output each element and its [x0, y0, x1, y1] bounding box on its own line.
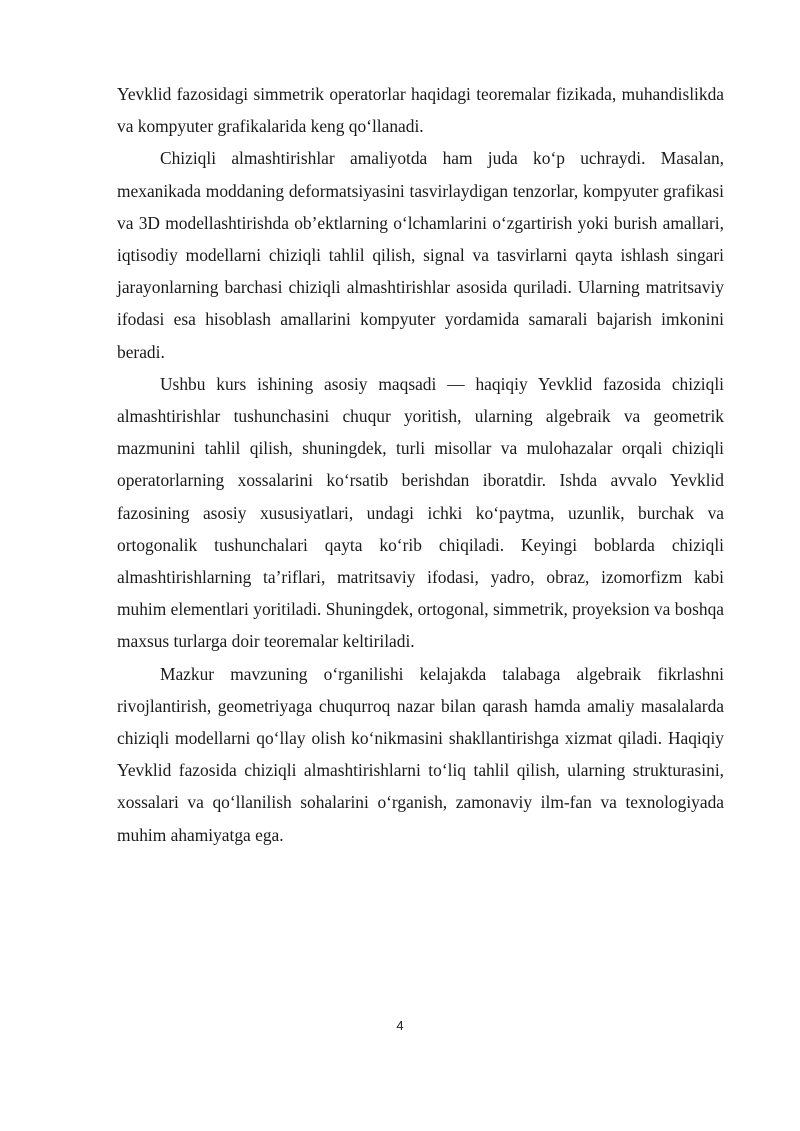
page-number: 4	[396, 1018, 404, 1033]
paragraph: Mazkur mavzuning o‘rganilishi kelajakda talabaga algebraik fikrlashni rivojlantirish, geometriyaga chuqurroq nazar bilan qarash hamda amaliy masalalarda chiziqli modellarni qo‘llay olish ko‘nikmasini shakllantirishga xizmat qiladi. Haqiqiy Yevklid fazosida chiziqli almashtirishlarni to‘liq tahlil qilish, ularning strukturasini, xossalari va qo‘llanilish sohalarini o‘rganish, zamonaviy ilm-fan va texnologiyada muhim ahamiyatga ega.	[117, 663, 724, 845]
paragraph: Chiziqli almashtirishlar amaliyotda ham juda ko‘p uchraydi. Masalan, mexanikada moddaning deformatsiyasini tasvirlaydigan tenzorlar, kompyuter grafikasi va 3D modellashtirishda ob’ektlarning o‘lchamlarini o‘zgartirish yoki burish amallari, iqtisodiy modellarni chiziqli tahlil qilish, signal va tasvirlarni qayta ishlash singari jarayonlarning barchasi chiziqli almashtirishlar asosida quriladi. Ularning matritsaviy ifodasi esa hisoblash amallarini kompyuter yordamida samarali bajarish imkonini beradi.	[117, 148, 724, 362]
body-text	[117, 78, 724, 851]
paragraph: Ushbu kurs ishining asosiy maqsadi — haqiqiy Yevklid fazosida chiziqli almashtirishlar tushunchasini chuqur yoritish, ularning algebraik va geometrik mazmunini tahlil qilish, shuningdek, turli misollar va mulohazalar orqali chiziqli operatorlarning xossalarini ko‘rsatib berishdan iboratdir. Ishda avvalo Yevklid fazosining asosiy xususiyatlari, undagi ichki ko‘paytma, uzunlik, burchak va ortogonalik tushunchalari qayta ko‘rib chiqiladi. Keyingi boblarda chiziqli almashtirishlarning ta’riflari, matritsaviy ifodasi, yadro, obraz, izomorfizm kabi muhim elementlari yoritiladi. Shuningdek, ortogonal, simmetrik, proyeksion va boshqa maxsus turlarga doir teoremalar keltiriladi.	[117, 373, 724, 652]
paragraph-continuation: Yevklid fazosidagi simmetrik operatorlar haqidagi teoremalar fizikada, muhandislikda va kompyuter grafikalarida keng qo‘llanadi.	[117, 84, 724, 137]
